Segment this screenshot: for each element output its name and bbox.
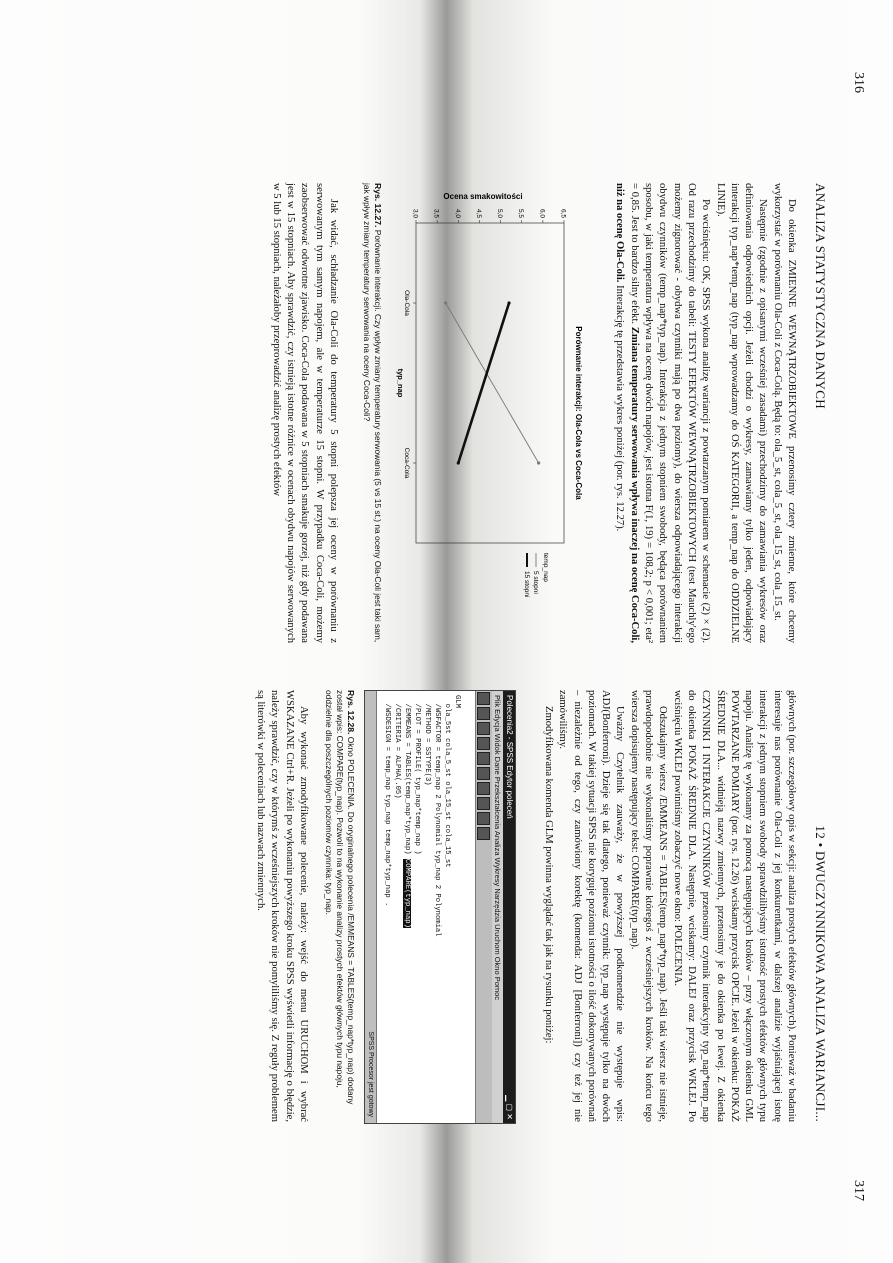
goto-icon[interactable] [477,767,490,780]
series-line-2 [458,303,509,463]
code-line-1: GLM [453,695,461,708]
code-line-2: ola_5st cola_5_st ola_15_st cola_15_st [443,695,451,868]
right-paragraph-1: głównych (por. szczegółowy opis w sekcji: analiza prostych efektów głównych). Ponieważ w badaniu interesuje nas porównanie Ola-Coli z jej konkurentkami, w dalszej analizie wyjaśniającej istotę interakcji z jednym stopniem swobody sprawdzilibyśmy istotność prostych efektów głównych typu napoju. Analizę tę wykonamy za pomocą następujących kroków – przy włączonym okienku GML POWTARZANE POMIARY (por. rys. 12.26) wciskamy przycisk OPCJE. Jeżeli w okienku: POKAŻ ŚREDNIE DLA... widnieją nazwy zmiennych, przenosimy je do okienka po lewej. Z okienka CZYNNIKI I INTERAKCJE CZYNNIKÓW przenosimy czynnik interakcyjny typ_nap*temp_nap do okienka POKAŻ ŚREDNIE DLA. Następnie, wciskamy: DALEJ oraz przycisk WKLEJ. Po wciśnięciu WKLEJ powinniśmy zobaczyć nowe okno: POLECENIA. [671,690,797,1122]
left-paragraph-3-bold: Zmiana temperatury serwowania wpływa inaczej na ocenę Coca-Coli, niż na ocenę Ola-Coli. [614,183,640,643]
undo-icon[interactable] [477,737,490,750]
left-running-head: ANALIZA STATYSTYCZNA DANYCH [813,183,828,409]
y-tick-label: 3,0 [411,208,419,218]
legend-entry: 15 stopni [523,571,530,598]
series-point [537,461,540,464]
left-text-bottom [269,183,340,643]
right-page [138,690,828,1122]
window-status-bar: SPSS Procesor jest gotowy [365,691,377,1123]
y-tick-label: 5,5 [517,208,525,218]
figure-12-28-label: Rys. 12.28. [346,690,356,735]
window-title-bar [503,691,515,1123]
window-menu-bar[interactable]: Plik Edycja Widok Dane Przekształcenia Analiza Wykresy Narzędzia Uruchom Okno Pomoc [492,691,503,1123]
left-text-top [612,183,798,643]
figure-12-27-label: Rys. 12.27. [373,183,383,228]
chart-ylabel: Ocena smakowitości [443,192,523,201]
series-point [457,461,460,464]
code-line-3: /WSFACTOR = temp_nap 2 Polynomial typ_nap 2 Polynomial [433,695,441,937]
left-paragraph-1: Do okienka ZMIENNE WEWNĄTRZOBIEKTOWE przenosimy cztery zmienne, które chcemy wykorzystać w porównaniu Ola-Coli z Coca-Colą. Będą to: ola_5_st, cola_5_st, ola_15_st, cola_15_st. [771,183,797,643]
chart-title: Porównanie interakcji: Ola-Cola vs Coca-Cola [574,326,583,500]
open-icon[interactable] [477,692,490,705]
right-paragraph-3: Uważny Czytelnik zauważy, że w powyższej podkomendzie nie występuje wpis: ADJ(Bonferroni). Dzieje się tak dlatego, ponieważ czynnik: typ_nap występuje tylko na dwóch poziomach. W takiej sytuacji SPSS nie koryguje poziomu istotności o ilość dokonywanych porównań – niezależnie od tego, czy zamówiony korektę (komenda: ADJ [Bonferroni]) czy też jej nie zamówiliśmy. [557,690,626,1122]
right-page-number: 317 [851,1180,866,1201]
code-line-6: /EMMEANS = TABLES(temp_nap*typ_nap) [403,695,411,855]
right-paragraph-2: Odszukajmy wiersz /EMMEANS = TABLES(temp_nap*typ_nap). Jeśli taki wiersz nie istnieje, prawdopodobnie nie wykonaliśmy poprawnie któregoś z wcześniejszych kroków. Na końcu tego wiersza dopisujemy następujący tekst: COMPARE(typ_nap). [628,690,669,1122]
legend-title: temp_nap [542,553,549,582]
right-paragraph-5: Aby wykonać zmodyfikowane polecenie, należy: wejść do menu URUCHOM i wybrać WSKAZANE Ctrl+R. Jeżeli po wykonaniu powyższego kroku SPSS wyświetli informację o błędzie, należy sprawdzić, czy w którymś z wcześniejszych kroków nie pomyliliśmy się. Z reguły problemem są literówki w poleceniach lub nazwach zmiennych. [255,690,309,1122]
figure-12-27-text: Porównanie interakcji. Czy wpływ zmiany temperatury serwowania (5 vs 15 st.) na oceny Ola-Coli jest taki sam, jak wpływ zmiany temperatury serwowania na oceny Coca-Coli? [362,183,383,643]
code-highlight-compare: COMPARE(typ_nap) [403,858,411,928]
x-tick-label: Coca-Cola [403,447,410,479]
chart-xlabel: typ_nap [396,368,405,398]
left-paragraph-2: Następnie (zgodnie z opisanymi wcześniej zasadami) przechodzimy do zamawiania wykresów oraz definiowania odpowiednich opcji. Jeżeli chodzi o wykresy, zamawiamy tylko jeden, odpowiadający interakcji typ_nap*temp_nap (typ_nap wprowadzamy do OŚ KATEGORII, a temp_nap do ODDZIELNE LINIE). [714,183,769,643]
print-icon[interactable] [477,722,490,735]
redo-icon[interactable] [477,752,490,765]
y-tick-label: 4,5 [474,208,482,218]
x-tick-label: Ola-Cola [403,290,410,316]
right-text-top [541,690,798,1122]
right-text-bottom [253,690,310,1122]
window-controls[interactable]: ▁ ▢ ✕ [505,1095,514,1120]
find-icon[interactable] [477,797,490,810]
series-point [507,301,510,304]
y-tick-label: 5,0 [496,208,504,218]
left-page [138,183,828,643]
figure-12-27-caption [361,183,383,643]
save-icon[interactable] [477,707,490,720]
right-running-head: 12 • DWUCZYNNIKOWA ANALIZA WARIANCJI... [813,825,828,1122]
series-point [444,301,447,304]
run-icon[interactable] [477,812,490,825]
figure-12-28-caption [323,690,356,1122]
help-icon[interactable] [477,827,490,840]
left-page-number: 316 [851,72,866,93]
left-paragraph-3 [612,183,712,643]
series-line-1 [446,303,539,463]
code-line-7: /CRITERIA = ALPHA(.05) [393,695,401,799]
interaction-line-chart [393,183,588,643]
variables-icon[interactable] [477,782,490,795]
y-tick-label: 6,5 [559,208,567,218]
y-tick-label: 3,5 [432,208,440,218]
y-tick-label: 6,0 [538,208,546,218]
code-line-5: /PLOT = PROFILE( typ_nap*temp_nap ) [413,695,421,855]
left-paragraph-3-rest: Interakcję tę przedstawia wykres poniżej (por. rys. 12.27). [614,282,626,532]
right-paragraph-4: Zmodyfikowana komenda GLM powinna wyglądać tak jak na rysunku poniżej: [542,706,554,1044]
syntax-editor[interactable] [377,691,475,1123]
code-line-4: /METHOD = SSTYPE(3) [423,695,431,786]
legend-entry: 5 stopni [532,571,539,594]
chart-plot-frame [416,223,564,543]
code-line-8: /WSDESIGN = temp_nap typ_nap temp_nap*typ_nap . [383,695,391,907]
window-toolbar[interactable] [475,691,492,1123]
window-title: Polecenia2 - SPSS Edytor poleceń [505,695,514,819]
spss-syntax-window [364,690,516,1124]
y-tick-label: 4,0 [453,208,461,218]
figure-12-28-text: Okno POLECENIA. Do oryginalnego polecenia /EMMEANS = TABLES(temp_nap*typ_nap) dodany został wpis: COMPARE(typ_nap). Pozwoli to na wykonanie analizy prostych efektów głównych typu napoju, oddzielnie dla poszczególnych poziomów czynnika: typ_nap. [324,690,356,1105]
left-paragraph-4: Jak widać, schładzanie Ola-Coli do temperatury 5 stopni polepsza jej oceny w porównaniu z serwowanym tym samym napojem, ale w temperaturze 15 stopni. W przypadku Coca-Coli, możemy zaobserwować odwrotne zjawisko. Coca-Cola podawana w 5 stopniach smakuje gorzej, niż gdy podawana jest w 15 stopniach. Aby sprawdzić, czy istnieją istotne różnice w ocenach obydwu napojów serwowanych w 5 lub 15 stopniach, należałoby przeprowadzić analizę prostych efektów [270,183,339,643]
left-paragraph-3-text: Po wciśnięciu: OK, SPSS wykona analizę wariancji z powtarzanym pomiarem w schemacie (2) × (2). Od razu przechodzimy do tabeli: TESTY EFEKTÓW WEWNĄTRZOBIEKTOWYCH (test Mauchly'ego możemy zignorować - obydwa czynniki mają po dwa poziomy), do wiersza odpowiadającego interakcji obydwu czynników (temp_nap*typ_nap). Interakcja z jednym stopniem swobody, będąca porównaniem sposobu, w jaki temperatura wpływa na ocenę dwóch napojów, jest istotna F(1, 19) = 108,2; p < 0,001; eta² = 0,85. Jest to bardzo silny efekt. [628,183,712,643]
